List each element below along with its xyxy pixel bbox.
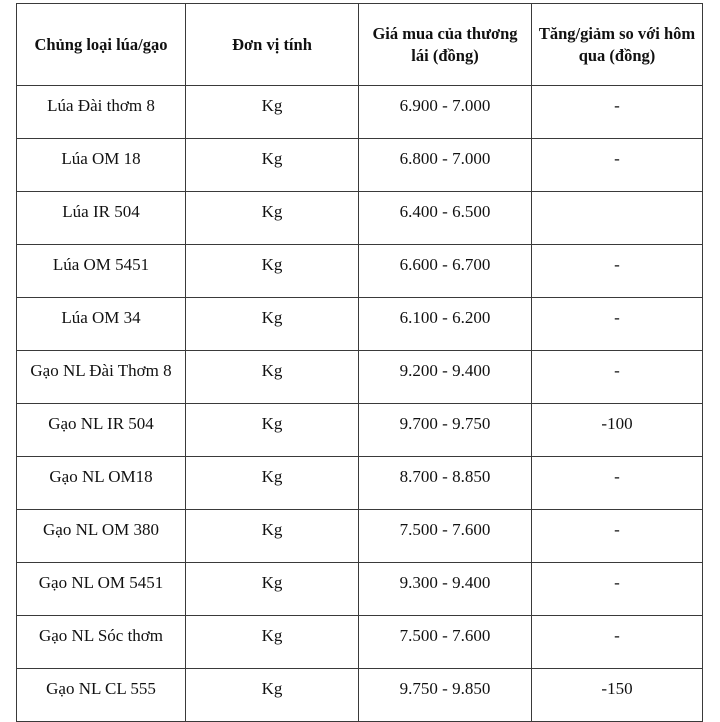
cell-rice-type-text: Gạo NL OM18 <box>49 467 153 486</box>
cell-unit-text: Kg <box>261 573 283 592</box>
cell-rice-type-text: Lúa OM 5451 <box>52 255 150 274</box>
cell-unit-text: Kg <box>261 96 283 115</box>
cell-change-text: - <box>614 361 620 380</box>
table-row <box>17 457 703 510</box>
header-change: Tăng/giảm so với hôm qua (đồng) <box>532 4 703 86</box>
cell-trader-price-text: 6.100 - 6.200 <box>399 308 491 327</box>
cell-unit-text: Kg <box>261 149 283 168</box>
cell-trader-price <box>359 563 532 616</box>
table-row <box>17 192 703 245</box>
cell-trader-price <box>359 616 532 669</box>
cell-change-text: - <box>614 626 620 645</box>
cell-change <box>532 192 703 245</box>
cell-trader-price-text: 9.750 - 9.850 <box>399 679 491 698</box>
cell-unit <box>186 86 359 139</box>
header-row <box>17 4 703 86</box>
cell-change-text: - <box>614 255 620 274</box>
table-row <box>17 616 703 669</box>
cell-unit <box>186 669 359 722</box>
cell-change <box>532 245 703 298</box>
cell-trader-price-text: 6.800 - 7.000 <box>399 149 491 168</box>
cell-rice-type-text: Lúa IR 504 <box>62 202 140 221</box>
cell-trader-price <box>359 192 532 245</box>
table-body <box>17 86 703 722</box>
cell-trader-price-text: 9.700 - 9.750 <box>399 414 491 433</box>
cell-rice-type <box>17 351 186 404</box>
cell-unit-text: Kg <box>261 467 283 486</box>
table-header <box>17 4 703 86</box>
table-row <box>17 351 703 404</box>
cell-change <box>532 351 703 404</box>
table-row <box>17 139 703 192</box>
cell-rice-type <box>17 457 186 510</box>
cell-rice-type-text: Gạo NL OM 5451 <box>38 573 164 592</box>
cell-rice-type <box>17 298 186 351</box>
table-row <box>17 245 703 298</box>
cell-unit-text: Kg <box>261 308 283 327</box>
cell-change <box>532 669 703 722</box>
cell-change-text: - <box>614 149 620 168</box>
cell-unit-text: Kg <box>261 361 283 380</box>
cell-unit <box>186 563 359 616</box>
cell-unit <box>186 457 359 510</box>
header-trader-price: Giá mua của thương lái (đồng) <box>359 4 532 86</box>
table-row <box>17 298 703 351</box>
cell-unit-text: Kg <box>261 520 283 539</box>
cell-change <box>532 616 703 669</box>
cell-change <box>532 510 703 563</box>
cell-unit <box>186 616 359 669</box>
cell-unit-text: Kg <box>261 679 283 698</box>
cell-rice-type-text: Gạo NL Sóc thơm <box>38 626 164 645</box>
cell-rice-type-text: Gạo NL IR 504 <box>48 414 154 433</box>
cell-change-text: - <box>614 520 620 539</box>
cell-change <box>532 457 703 510</box>
cell-unit <box>186 510 359 563</box>
cell-change <box>532 404 703 457</box>
cell-trader-price <box>359 457 532 510</box>
table-row <box>17 404 703 457</box>
header-unit: Đơn vị tính <box>186 4 359 86</box>
cell-unit <box>186 192 359 245</box>
cell-trader-price <box>359 245 532 298</box>
cell-rice-type <box>17 510 186 563</box>
cell-unit <box>186 298 359 351</box>
cell-trader-price-text: 9.200 - 9.400 <box>399 361 491 380</box>
cell-unit-text: Kg <box>261 255 283 274</box>
cell-change-text: - <box>614 467 620 486</box>
cell-change-text: -100 <box>601 414 633 433</box>
cell-trader-price-text: 7.500 - 7.600 <box>399 520 491 539</box>
cell-change-text: -150 <box>601 679 633 698</box>
header-rice-type: Chủng loại lúa/gạo <box>17 4 186 86</box>
cell-rice-type-text: Lúa OM 34 <box>61 308 141 327</box>
cell-trader-price <box>359 139 532 192</box>
cell-rice-type <box>17 563 186 616</box>
cell-trader-price-text: 8.700 - 8.850 <box>399 467 491 486</box>
cell-rice-type-text: Gạo NL CL 555 <box>46 679 156 698</box>
cell-unit <box>186 245 359 298</box>
cell-rice-type <box>17 139 186 192</box>
cell-change-text: - <box>614 96 620 115</box>
cell-rice-type <box>17 245 186 298</box>
cell-unit <box>186 404 359 457</box>
table-row <box>17 563 703 616</box>
cell-rice-type-text: Gạo NL OM 380 <box>43 520 159 539</box>
cell-unit-text: Kg <box>261 202 283 221</box>
cell-unit-text: Kg <box>261 626 283 645</box>
table-row <box>17 86 703 139</box>
cell-unit-text: Kg <box>261 414 283 433</box>
cell-rice-type <box>17 404 186 457</box>
cell-change-text: - <box>614 308 620 327</box>
cell-trader-price-text: 6.400 - 6.500 <box>399 202 491 221</box>
rice-price-table <box>16 3 703 722</box>
cell-trader-price <box>359 86 532 139</box>
cell-trader-price <box>359 404 532 457</box>
cell-rice-type-text: Lúa Đài thơm 8 <box>47 96 155 115</box>
cell-trader-price-text: 7.500 - 7.600 <box>399 626 491 645</box>
cell-rice-type-text: Gạo NL Đài Thơm 8 <box>30 361 172 380</box>
cell-trader-price <box>359 510 532 563</box>
cell-change <box>532 86 703 139</box>
cell-rice-type-text: Lúa OM 18 <box>61 149 141 168</box>
cell-rice-type <box>17 669 186 722</box>
cell-trader-price <box>359 298 532 351</box>
cell-change <box>532 298 703 351</box>
table-row <box>17 510 703 563</box>
cell-trader-price-text: 9.300 - 9.400 <box>399 573 491 592</box>
cell-rice-type <box>17 616 186 669</box>
cell-trader-price-text: 6.900 - 7.000 <box>399 96 491 115</box>
cell-change <box>532 139 703 192</box>
cell-trader-price-text: 6.600 - 6.700 <box>399 255 491 274</box>
table-row <box>17 669 703 722</box>
cell-unit <box>186 351 359 404</box>
cell-unit <box>186 139 359 192</box>
cell-rice-type <box>17 86 186 139</box>
cell-trader-price <box>359 669 532 722</box>
cell-change <box>532 563 703 616</box>
cell-change-text: - <box>614 573 620 592</box>
cell-rice-type <box>17 192 186 245</box>
cell-trader-price <box>359 351 532 404</box>
